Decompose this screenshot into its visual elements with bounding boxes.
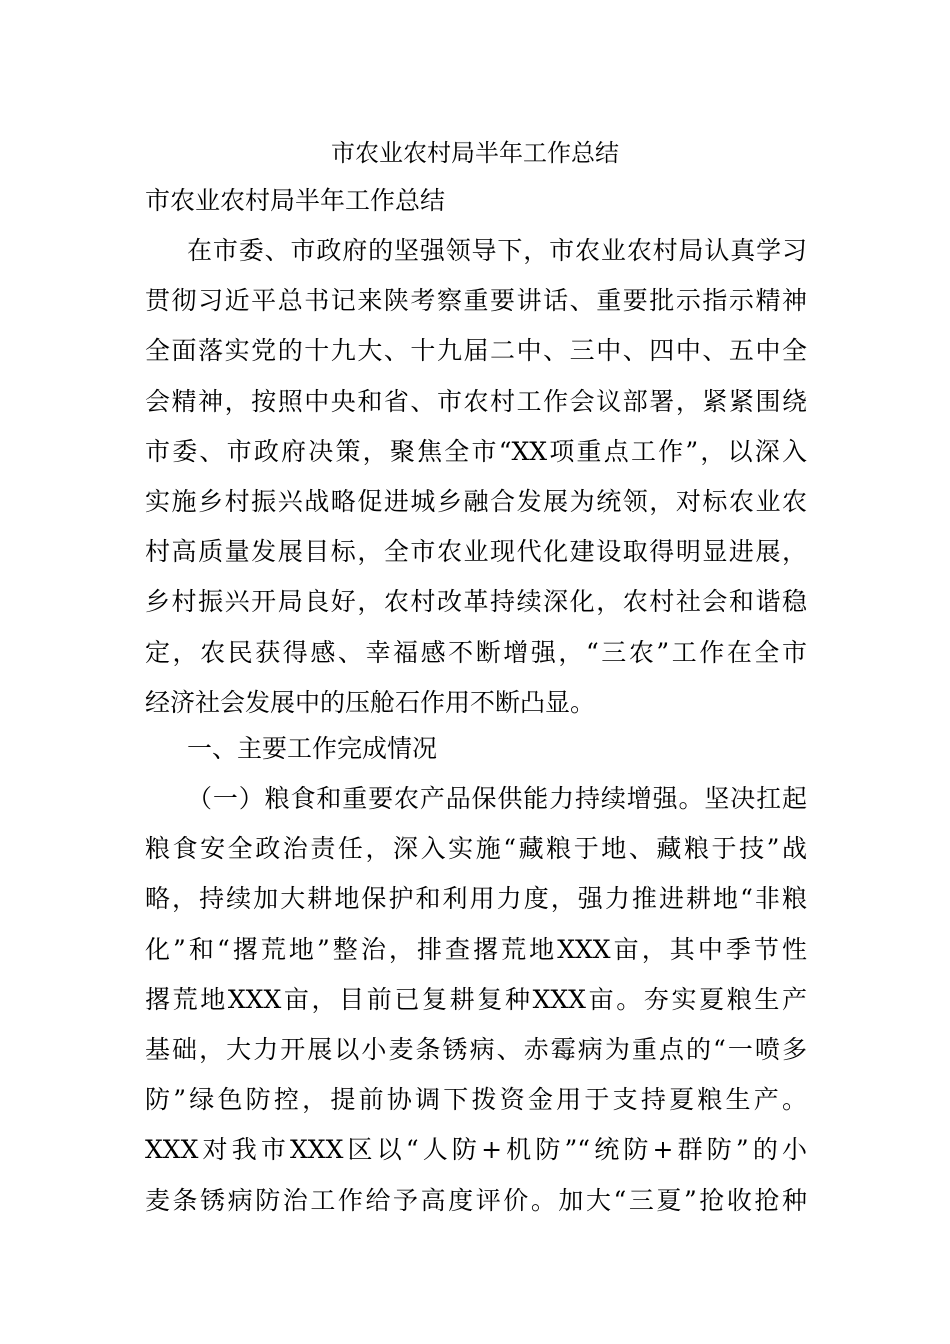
section-heading: 一、主要工作完成情况	[187, 734, 438, 763]
paragraph-line: 实施乡村振兴战略促进城乡融合发展为统领，对标农业农	[145, 486, 807, 516]
section-paragraph	[145, 774, 807, 1226]
paragraph-line: 防”绿色防控，提前协调下拨资金用于支持夏粮生产。	[145, 1085, 807, 1115]
paragraph-line: 乡村振兴开局良好，农村改革持续深化，农村社会和谐稳	[145, 587, 807, 617]
paragraph-line: 会精神，按照中央和省、市农村工作会议部署，紧紧围绕	[145, 386, 807, 416]
paragraph-line: 基础，大力开展以小麦条锈病、赤霉病为重点的“一喷多	[145, 1034, 807, 1064]
paragraph-line: 全面落实党的十九大、十九届二中、三中、四中、五中全	[145, 336, 807, 366]
paragraph-line: 村高质量发展目标，全市农业现代化建设取得明显进展，	[145, 537, 807, 567]
paragraph-line: 在市委、市政府的坚强领导下，市农业农村局认真学习	[187, 236, 807, 265]
paragraph-line: 略，持续加大耕地保护和利用力度，强力推进耕地“非粮	[145, 884, 807, 914]
intro-paragraph	[145, 226, 807, 728]
paragraph-line: 粮食安全政治责任，深入实施“藏粮于地、藏粮于技”战	[145, 834, 807, 864]
paragraph-line: 麦条锈病防治工作给予高度评价。加大“三夏”抢收抢种	[145, 1185, 807, 1215]
paragraph-line: XXX对我市XXX区以“人防+机防”“统防+群防”的小	[145, 1135, 807, 1165]
paragraph-line: 市委、市政府决策，聚焦全市“XX项重点工作”，以深入	[145, 436, 807, 466]
document-title: 市农业农村局半年工作总结	[331, 139, 619, 167]
document-subtitle: 市农业农村局半年工作总结	[145, 186, 446, 215]
paragraph-line: 化”和“撂荒地”整治，排查撂荒地XXX亩，其中季节性	[145, 934, 807, 964]
paragraph-line: （一）粮食和重要农产品保供能力持续增强。坚决扛起	[187, 784, 807, 813]
paragraph-line: 贯彻习近平总书记来陕考察重要讲话、重要批示指示精神	[145, 286, 807, 316]
paragraph-line: 定，农民获得感、幸福感不断增强，“三农”工作在全市	[145, 637, 807, 667]
paragraph-line: 经济社会发展中的压舱石作用不断凸显。	[145, 687, 596, 717]
paragraph-line: 撂荒地XXX亩，目前已复耕复种XXX亩。夯实夏粮生产	[145, 984, 807, 1014]
section-heading-block	[145, 724, 807, 774]
